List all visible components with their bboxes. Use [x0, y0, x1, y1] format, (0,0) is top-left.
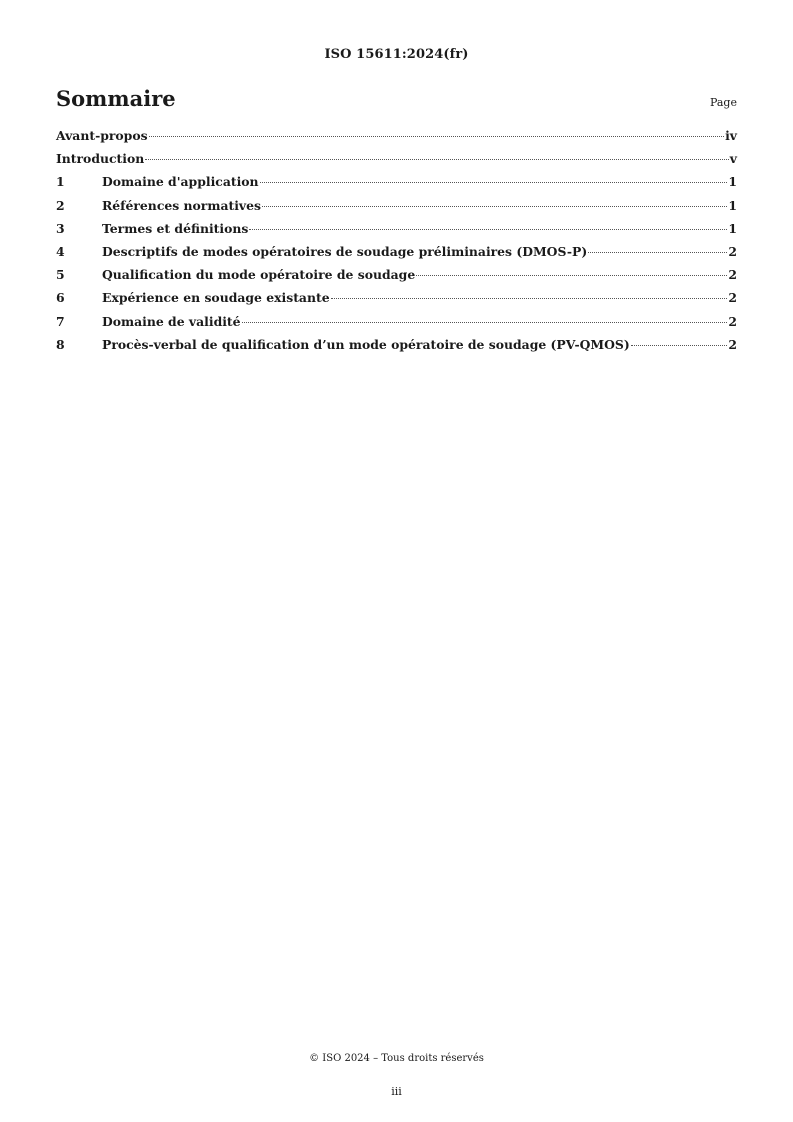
toc-entry-2[interactable]	[56, 198, 737, 221]
toc-entry-label: Avant-propos	[56, 128, 148, 143]
toc-entry-page: v	[729, 151, 737, 167]
toc-entry-label: Introduction	[56, 151, 145, 167]
toc-entry-number: 5	[56, 267, 65, 283]
toc-entry-number: 3	[56, 220, 65, 236]
toc-title-row	[56, 86, 737, 111]
toc-entry-page: 2	[728, 290, 737, 306]
toc-entry-label: Domaine de validité	[102, 313, 241, 329]
toc-entry-number: 2	[56, 197, 65, 213]
toc-entry-label: Références normatives	[102, 197, 261, 213]
toc-entry-4[interactable]	[56, 244, 737, 267]
dot-leader	[249, 229, 727, 230]
dot-leader	[331, 298, 728, 299]
toc-entry-number: 4	[56, 243, 65, 259]
page-column-label: Page	[709, 96, 737, 109]
toc-entry-8[interactable]	[56, 337, 737, 360]
dot-leader	[149, 136, 725, 137]
toc-entry-number: 6	[56, 290, 65, 306]
toc-entry-5[interactable]	[56, 267, 737, 290]
copyright-footer: © ISO 2024 – Tous droits réservés	[309, 1053, 484, 1064]
document-id: ISO 15611:2024(fr)	[324, 47, 469, 62]
toc-entry-7[interactable]	[56, 314, 737, 337]
toc-entry-avant-propos[interactable]	[56, 128, 737, 151]
table-of-contents	[56, 128, 737, 360]
toc-entry-label: Termes et définitions	[102, 220, 249, 236]
toc-entry-label: Descriptifs de modes opératoires de soudage préliminaires (DMOS-P)	[102, 243, 588, 259]
toc-entry-1[interactable]	[56, 174, 737, 197]
toc-entry-page: 1	[728, 197, 737, 213]
dot-leader	[242, 322, 728, 323]
toc-entry-label: Expérience en soudage existante	[102, 290, 330, 306]
toc-entry-number: 1	[56, 174, 65, 190]
toc-entry-page: 2	[728, 336, 737, 352]
dot-leader	[416, 275, 727, 276]
toc-entry-page: iv	[725, 128, 737, 143]
dot-leader	[631, 345, 728, 346]
toc-entry-3[interactable]	[56, 221, 737, 244]
toc-title: Sommaire	[56, 86, 176, 111]
toc-entry-label: Qualification du mode opératoire de soudage	[102, 267, 416, 283]
dot-leader	[145, 159, 729, 160]
toc-entry-introduction[interactable]	[56, 151, 737, 174]
dot-leader	[588, 252, 727, 253]
dot-leader	[260, 182, 728, 183]
page-number: iii	[391, 1085, 402, 1098]
toc-entry-6[interactable]	[56, 290, 737, 313]
toc-entry-number: 8	[56, 336, 65, 352]
toc-entry-label: Domaine d'application	[102, 174, 259, 190]
toc-entry-page: 2	[728, 267, 737, 283]
toc-entry-page: 1	[728, 174, 737, 190]
toc-entry-number: 7	[56, 313, 65, 329]
toc-entry-label: Procès-verbal de qualification d’un mode opératoire de soudage (PV-QMOS)	[102, 336, 630, 352]
toc-entry-page: 2	[728, 313, 737, 329]
toc-entry-page: 1	[728, 220, 737, 236]
dot-leader	[262, 206, 727, 207]
toc-entry-page: 2	[728, 243, 737, 259]
